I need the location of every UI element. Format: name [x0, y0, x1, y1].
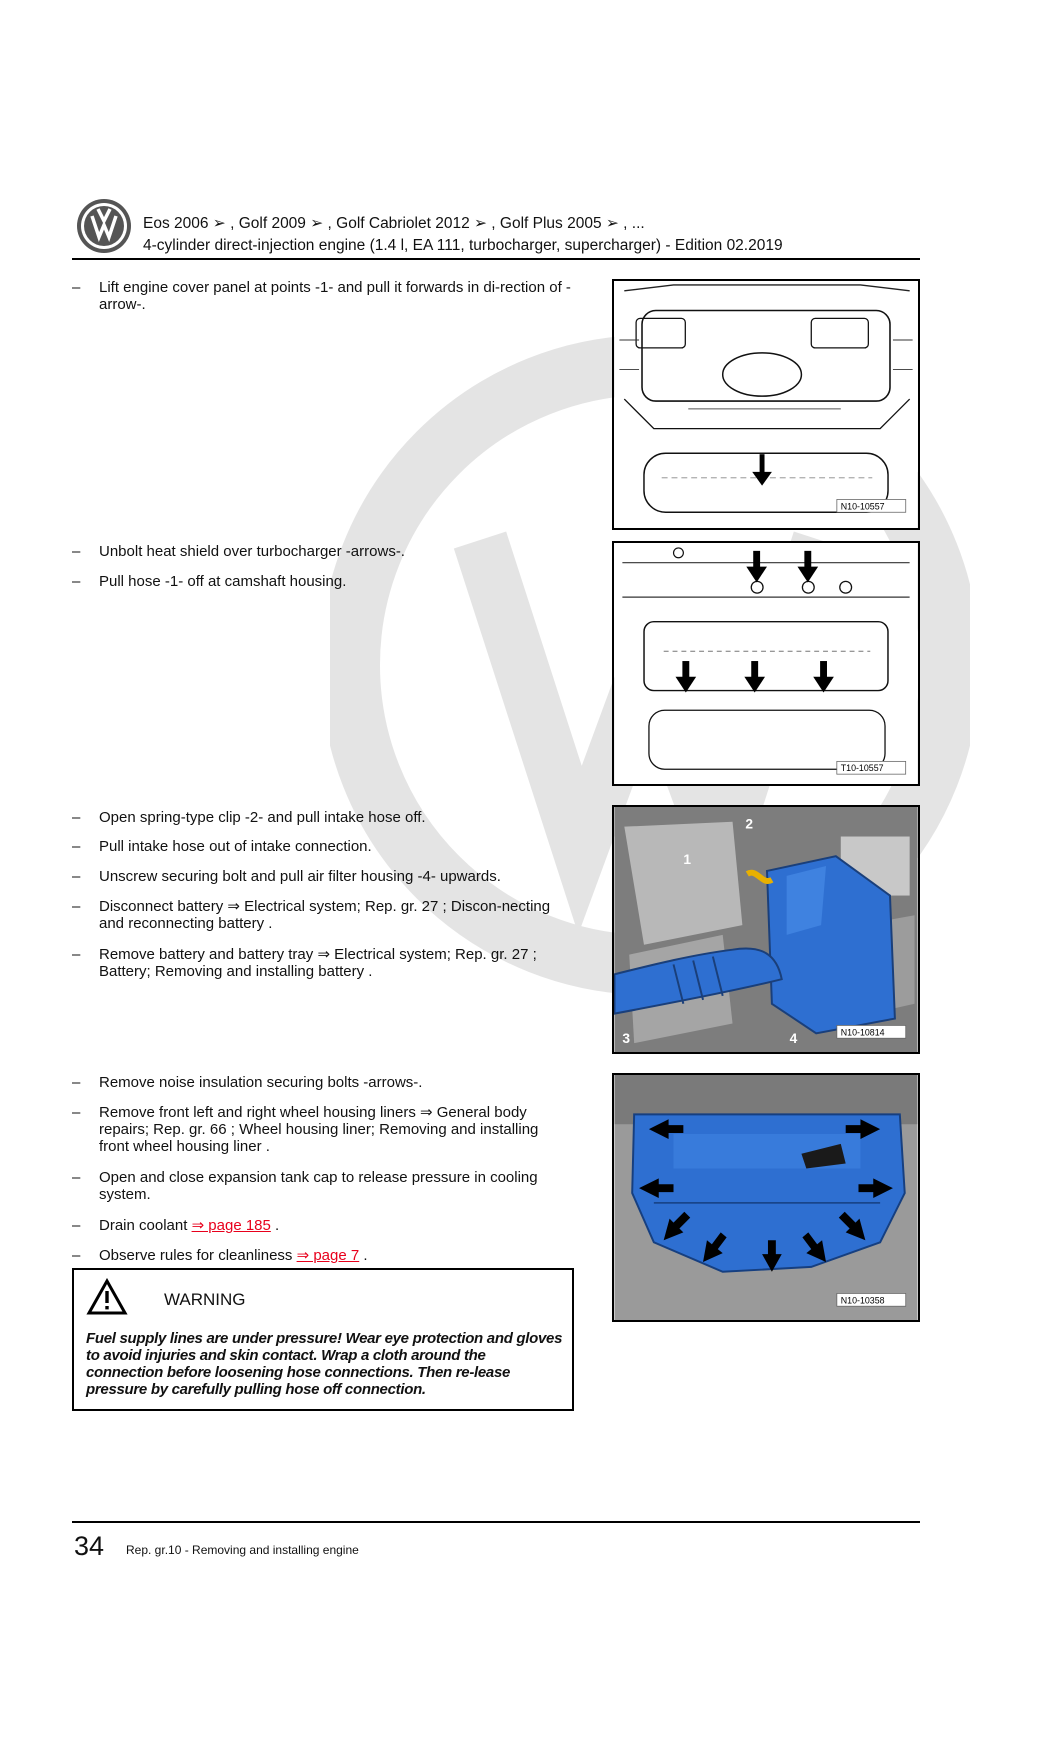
header-model-line: Eos 2006 ➢ , Golf 2009 ➢ , Golf Cabriolet 2012 ➢ , Golf Plus 2005 ➢ , ... [143, 215, 645, 232]
figure-1-id: N10-10557 [840, 501, 885, 512]
step-pull-hose: – Pull hose -1- off at camshaft housing. [72, 573, 347, 590]
page-185-link[interactable]: ⇒ page 185 [191, 1217, 271, 1234]
noise-insulation-photo [614, 1075, 918, 1320]
step-unbolt-heat-shield: – Unbolt heat shield over turbocharger -arrows-. [72, 543, 405, 560]
callout-4: 4 [789, 1031, 798, 1047]
callout-2: 2 [745, 816, 753, 832]
figure-air-filter-housing [612, 805, 920, 1054]
step-disconnect-battery: – Disconnect battery ⇒ Electrical system; Rep. gr. 27 ; Discon-necting and reconnecting battery . [72, 898, 551, 932]
header-divider [72, 258, 920, 260]
callout-1: 1 [683, 852, 692, 868]
warning-triangle-icon [86, 1278, 128, 1316]
step-air-filter: – Unscrew securing bolt and pull air filter housing -4- upwards. [72, 868, 501, 885]
figure-noise-insulation [612, 1073, 920, 1322]
callout-3: 3 [622, 1031, 631, 1047]
step-lift-cover: – Lift engine cover panel at points -1- and pull it forwards in di-rection of -arrow-. [72, 279, 571, 313]
step-noise-insulation: – Remove noise insulation securing bolts -arrows-. [72, 1074, 423, 1091]
figure-heat-shield [612, 541, 920, 786]
footer-divider [72, 1521, 920, 1523]
warning-box [72, 1268, 574, 1411]
figure-4-id: N10-10358 [840, 1295, 885, 1306]
step-wheel-housing: – Remove front left and right wheel housing liners ⇒ General body repairs; Rep. gr. 66 ; Wheel housing liner; Removing and installing front wheel housing liner . [72, 1104, 539, 1155]
vw-logo-icon [75, 197, 133, 255]
warning-text: Fuel supply lines are under pressure! Wear eye protection and gloves to avoid injuries and skin contact. Wrap a cloth around the connection before loosening hose connections. Then re-lease pressure by carefully pulling hose off connection. [86, 1330, 563, 1398]
air-filter-photo [614, 807, 918, 1052]
page-number: 34 [74, 1531, 105, 1561]
footer-section-title: Rep. gr.10 - Removing and installing engine [126, 1543, 359, 1557]
figure-2-id: T10-10557 [840, 763, 884, 774]
step-open-clip: – Open spring-type clip -2- and pull intake hose off. [72, 809, 426, 826]
step-drain-coolant: – Drain coolant ⇒ page 185 . [72, 1217, 280, 1234]
step-cleanliness: – Observe rules for cleanliness ⇒ page 7 . [72, 1247, 368, 1264]
step-remove-battery: – Remove battery and battery tray ⇒ Electrical system; Rep. gr. 27 ; Battery; Removing and installing battery . [72, 946, 537, 980]
step-expansion-tank: – Open and close expansion tank cap to release pressure in cooling system. [72, 1169, 538, 1203]
page-7-link[interactable]: ⇒ page 7 [296, 1247, 360, 1264]
engine-cover-drawing [614, 281, 918, 528]
step-pull-intake-hose: – Pull intake hose out of intake connection. [72, 838, 372, 855]
heat-shield-drawing [614, 543, 918, 784]
figure-engine-cover [612, 279, 920, 530]
header-engine-line: 4-cylinder direct-injection engine (1.4 l, EA 111, turbocharger, supercharger) - Edition 02.2019 [143, 237, 783, 254]
figure-3-id: N10-10814 [840, 1027, 885, 1038]
warning-title: WARNING [164, 1290, 246, 1309]
